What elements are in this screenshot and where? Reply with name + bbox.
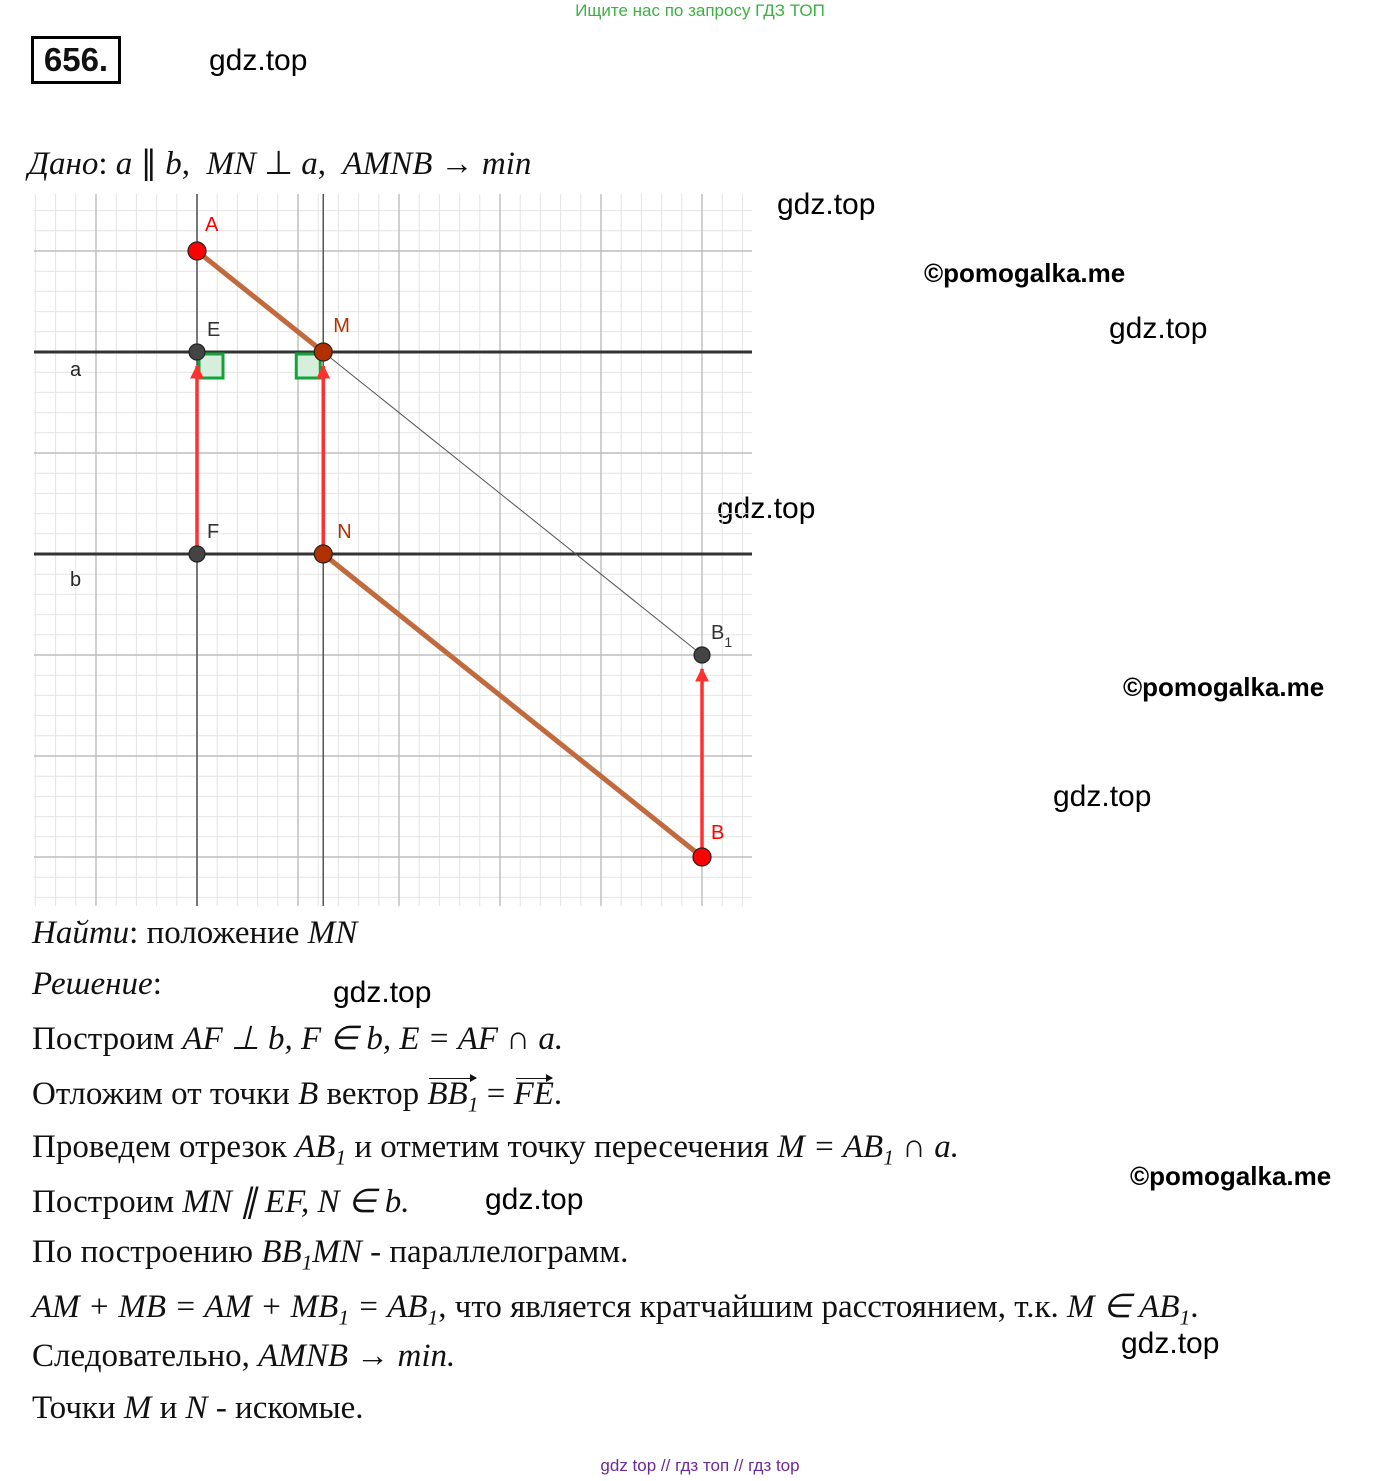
segment-mb1 xyxy=(323,352,702,655)
given-label: Дано xyxy=(28,146,99,182)
find-label: Найти xyxy=(32,915,130,951)
vector-fe: FE xyxy=(513,1076,554,1112)
vector-bb1: $BB_1$ xyxy=(427,1076,479,1117)
given-part: min xyxy=(481,146,532,182)
given-line: Дано: a ∥ b, MN ⊥ a, AMNB → min xyxy=(28,146,532,182)
watermark-gdz: gdz.top xyxy=(1053,780,1152,813)
watermark-pomogalka: ©pomogalka.me xyxy=(1130,1161,1332,1191)
find-line: Найти: положение MN xyxy=(32,915,358,951)
point-b1 xyxy=(694,647,710,663)
text: и отметим точку пересечения xyxy=(354,1129,769,1165)
math: B xyxy=(298,1076,319,1112)
text: По построению xyxy=(32,1234,254,1270)
math: AF ⊥ b, F ∈ b, E = AF ∩ a. xyxy=(182,1021,564,1057)
find-text: положение xyxy=(146,915,300,951)
point-m xyxy=(314,343,332,361)
solution-label-line: Решение: xyxy=(32,966,162,1002)
solution-label: Решение xyxy=(32,966,153,1002)
text: Проведем отрезок xyxy=(32,1129,287,1165)
watermark-gdz: gdz.top xyxy=(1109,312,1208,345)
watermark-gdz: gdz.top xyxy=(1121,1327,1220,1360)
task-number: 656. xyxy=(31,36,121,84)
watermark-pomogalka: ©pomogalka.me xyxy=(1123,672,1325,702)
math: MN ∥ EF, N ∈ b. xyxy=(182,1184,410,1220)
point-label-n: N xyxy=(337,521,352,543)
point-a xyxy=(188,242,206,260)
text: Построим xyxy=(32,1021,175,1057)
find-object: MN xyxy=(307,915,358,951)
point-b xyxy=(693,848,711,866)
line-label-a: a xyxy=(70,359,82,381)
point-label-b1: $B_1$ xyxy=(711,622,733,650)
math: $M = AB_1$ ∩ a. xyxy=(777,1129,960,1170)
solution-line-6 xyxy=(32,1286,1198,1331)
given-part: AMNB xyxy=(342,146,433,182)
solution-line-2 xyxy=(32,1076,562,1118)
math: $AB_1$ xyxy=(295,1129,347,1170)
math: . xyxy=(553,1076,563,1112)
point-f xyxy=(189,546,205,562)
given-part: ⊥ xyxy=(264,146,294,182)
text: Отложим от точки xyxy=(32,1076,290,1112)
point-label-f: F xyxy=(207,521,220,543)
text: . xyxy=(1190,1289,1199,1325)
math: M xyxy=(123,1390,152,1426)
text: вектор xyxy=(326,1076,420,1112)
text: Точки xyxy=(32,1390,116,1426)
segment-nb xyxy=(323,554,702,857)
solution-line-7 xyxy=(32,1338,455,1375)
given-part: a xyxy=(301,146,318,182)
top-banner: Ищите нас по запросу ГДЗ ТОП xyxy=(575,1,825,20)
text: и xyxy=(159,1390,178,1426)
math: = xyxy=(486,1076,506,1112)
given-part: a xyxy=(115,146,133,182)
text: - искомые. xyxy=(215,1390,364,1426)
grid-minor xyxy=(34,194,752,906)
given-part: → xyxy=(440,146,474,182)
diagram-lines xyxy=(34,194,752,906)
solution-line-1 xyxy=(32,1018,563,1058)
given-part: b xyxy=(165,146,182,182)
solution-line-3 xyxy=(32,1129,959,1171)
solution-line-4 xyxy=(32,1181,410,1221)
watermark-gdz: gdz.top xyxy=(209,44,308,77)
watermark-gdz: gdz.top xyxy=(777,188,876,221)
given-part: MN xyxy=(206,146,257,182)
given-part: ∥ xyxy=(140,146,158,182)
text: Построим xyxy=(32,1184,175,1220)
math: $BB_1MN$ xyxy=(261,1234,362,1275)
footer-links: gdz top // гдз топ // гдз top xyxy=(600,1456,800,1475)
point-n xyxy=(314,545,332,563)
watermark-gdz: gdz.top xyxy=(717,492,816,525)
grid-major xyxy=(34,194,752,906)
point-label-a: A xyxy=(205,214,219,236)
math: N xyxy=(185,1390,208,1426)
watermark-pomogalka: ©pomogalka.me xyxy=(924,258,1126,288)
text: , что является кратчайшим расстоянием, т.к. xyxy=(438,1289,1059,1325)
watermark-gdz: gdz.top xyxy=(485,1183,584,1216)
point-label-m: M xyxy=(333,315,350,337)
point-label-b: B xyxy=(711,822,725,844)
geometry-diagram xyxy=(34,194,752,906)
text: - параллелограмм. xyxy=(370,1234,629,1270)
solution-line-8 xyxy=(32,1390,364,1427)
point-label-e: E xyxy=(207,319,221,341)
math: M ∈ $AB_1$ xyxy=(1067,1289,1191,1330)
watermark-gdz: gdz.top xyxy=(333,976,432,1009)
line-label-b: b xyxy=(70,569,82,591)
math: AMNB → min. xyxy=(258,1338,456,1374)
point-e xyxy=(189,344,205,360)
text: Следовательно, xyxy=(32,1338,250,1374)
solution-line-5 xyxy=(32,1234,628,1276)
math: AM + MB = AM + $MB_1 = AB_1$ xyxy=(32,1289,439,1330)
